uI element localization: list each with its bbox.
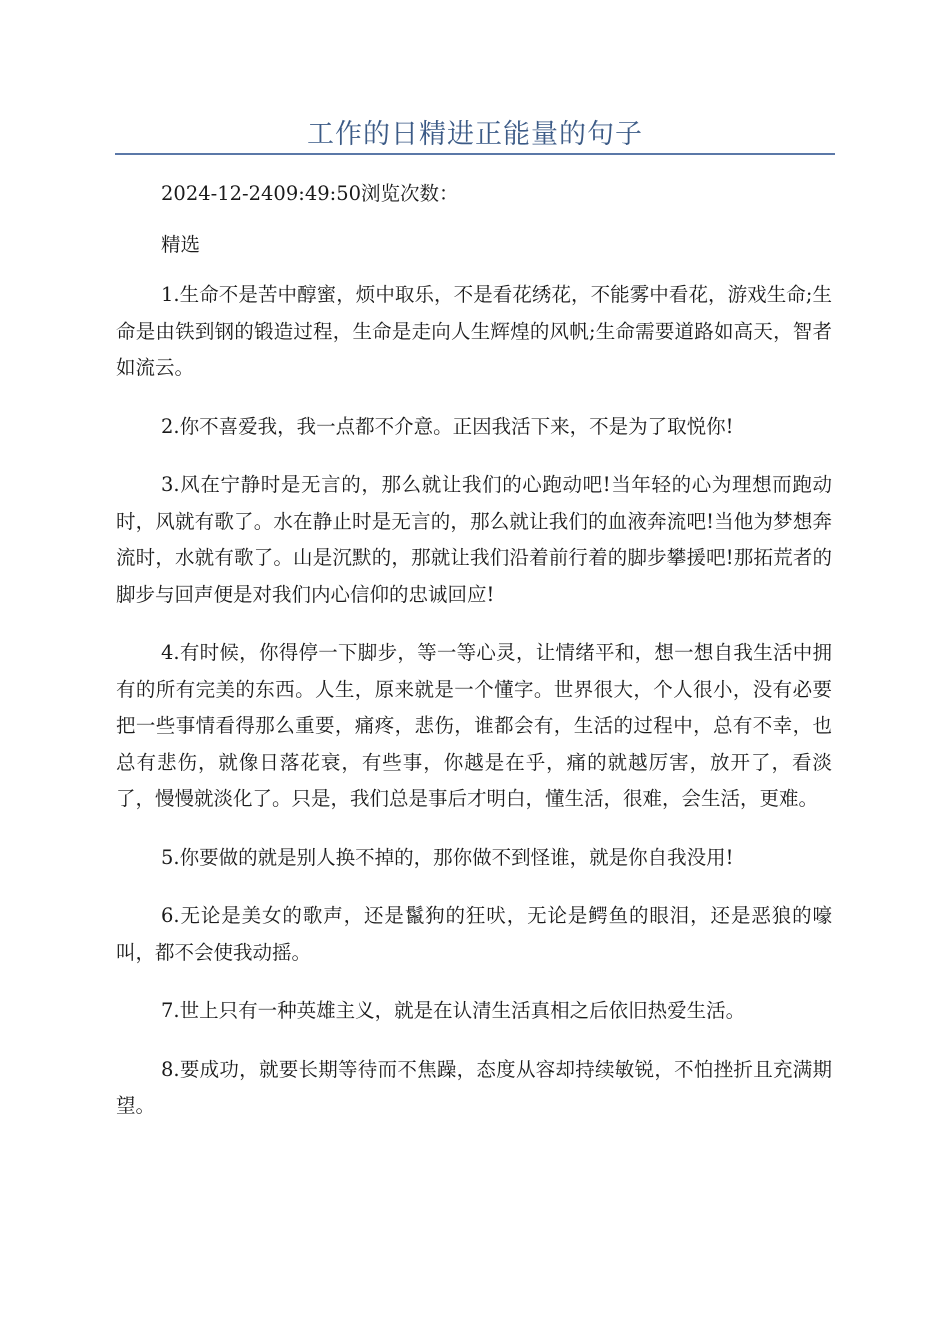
paragraph: 1.生命不是苦中醇蜜，烦中取乐，不是看花绣花，不能雾中看花，游戏生命;生命是由铁到钢的锻造过程，生命是走向人生辉煌的风帆;生命需要道路如高天，智者如流云。 [116, 283, 832, 379]
paragraph: 5.你要做的就是别人换不掉的，那你做不到怪谁，就是你自我没用! [161, 845, 734, 869]
paragraph: 7.世上只有一种英雄主义，就是在认清生活真相之后依旧热爱生活。 [161, 999, 746, 1022]
paragraph: 2.你不喜爱我，我一点都不介意。正因我活下来，不是为了取悦你! [161, 414, 734, 438]
paragraph: 6.无论是美女的歌声，还是鬣狗的狂吠，无论是鳄鱼的眼泪，还是恶狼的嚎叫，都不会使我动摇。 [116, 904, 832, 964]
document-title: 工作的日精进正能量的句子 [307, 119, 643, 150]
paragraph: 4.有时候，你得停一下脚步，等一等心灵，让情绪平和，想一想自我生活中拥有的所有完美的东西。人生，原来就是一个懂字。世界很大，个人很小，没有必要把一些事情看得那么重要，痛疼，悲伤，谁都会有，生活的过程中，总有不幸，也总有悲伤，就像日落花衰，有些事，你越是在乎，痛的就越厉害，放开了，看淡了，慢慢就淡化了。只是，我们总是事后才明白，懂生活，很难，会生活，更难。 [116, 641, 832, 810]
publish-meta: 2024-12-2409:49:50浏览次数： [161, 182, 459, 205]
paragraph: 3.风在宁静时是无言的，那么就让我们的心跑动吧!当年轻的心为理想而跑动时，风就有歌了。水在静止时是无言的，那么就让我们的血液奔流吧!当他为梦想奔流时，水就有歌了。山是沉默的，那就让我们沿着前行着的脚步攀援吧!那拓荒者的脚步与回声便是对我们内心信仰的忠诚回应! [116, 473, 832, 606]
title-divider [115, 153, 835, 155]
document-body [116, 176, 832, 1147]
paragraph: 8.要成功，就要长期等待而不焦躁，态度从容却持续敏锐，不怕挫折且充满期望。 [116, 1057, 832, 1117]
section-label: 精选 [161, 232, 201, 256]
